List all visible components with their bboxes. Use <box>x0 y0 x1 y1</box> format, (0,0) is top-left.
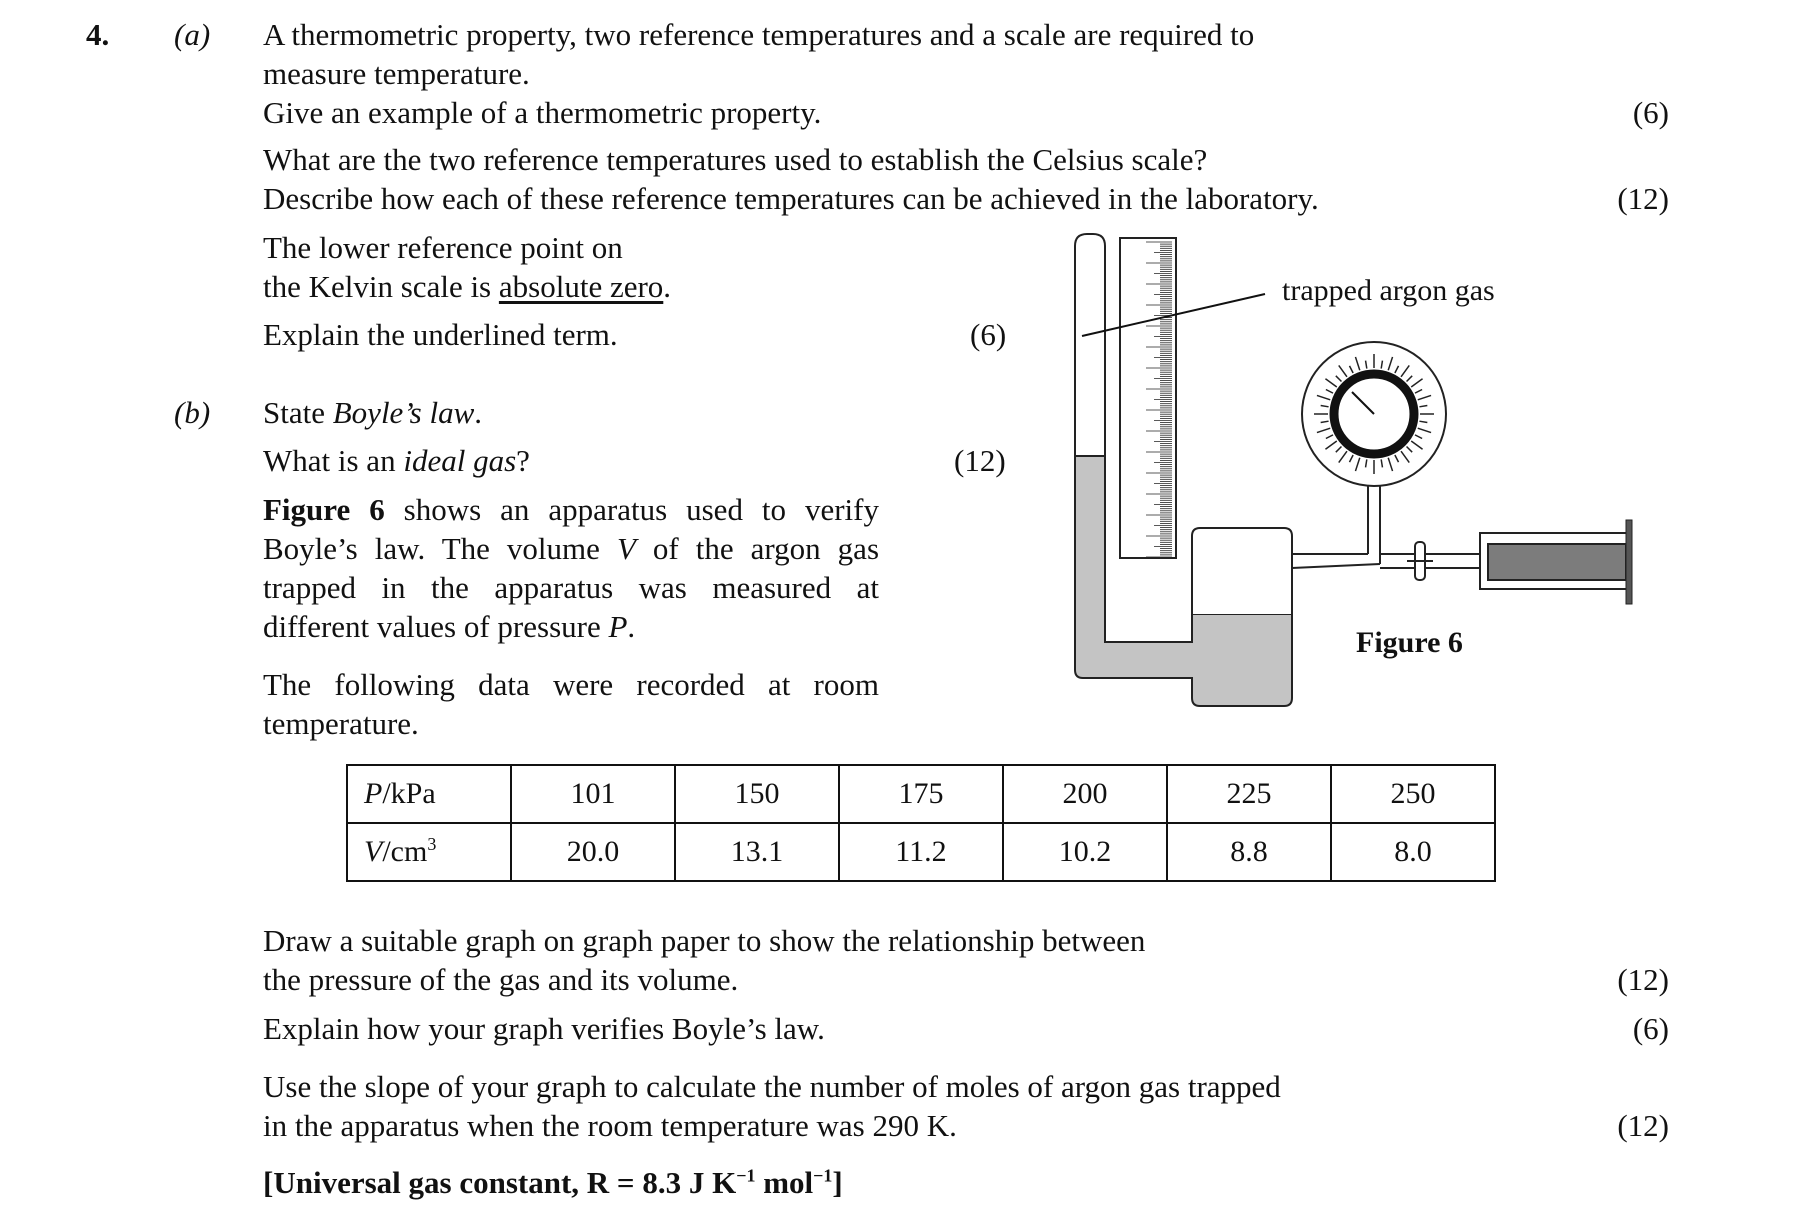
mark-b1: (12) <box>954 443 1006 478</box>
table-cell: 13.1 <box>675 823 839 881</box>
gauge-stem <box>1368 486 1380 564</box>
part-b-ideal <box>263 442 530 481</box>
const-mid: mol <box>755 1165 814 1200</box>
p-sym: P <box>364 777 383 811</box>
v-unit-sup: 3 <box>427 834 437 855</box>
ideal-pre: What is an <box>263 443 404 478</box>
mark-b4: (12) <box>1617 1108 1669 1143</box>
part-a-line4: What are the two reference temperatures used to establish the Celsius scale? <box>263 142 1208 177</box>
connecting-pipe <box>1292 554 1480 568</box>
table-cell: 101 <box>511 765 675 823</box>
table-row-pressure <box>347 765 1495 823</box>
data-table <box>346 764 1496 882</box>
figure-6-apparatus <box>1060 226 1660 726</box>
gas-reservoir <box>1192 528 1292 614</box>
v-sym: V <box>364 835 383 869</box>
fig-p-symbol: P <box>608 609 628 644</box>
figure-description <box>263 490 879 646</box>
part-a-label: (a) <box>174 17 211 52</box>
line7-pre: the Kelvin scale is <box>263 269 499 304</box>
syringe-piston <box>1488 544 1626 580</box>
const-post: ] <box>832 1165 843 1200</box>
p-unit: /kPa <box>382 777 436 811</box>
explain-line: Explain how your graph verifies Boyle’s law. <box>263 1011 825 1046</box>
state-pre: State <box>263 395 333 430</box>
part-a-line5: Describe how each of these reference temperatures can be achieved in the laboratory. <box>263 181 1319 216</box>
table-cell: 150 <box>675 765 839 823</box>
syringe-plunger-handle <box>1626 520 1632 604</box>
data-intro: The following data were recorded at room temperature. <box>263 667 879 741</box>
fig-text1: shows an apparatus used to verify Boyle’s law. The volume <box>263 492 879 566</box>
mark-b3: (6) <box>1632 1011 1669 1046</box>
pressure-header <box>347 765 511 823</box>
mark-b2: (12) <box>1617 962 1669 997</box>
fig-text2: of the argon gas trapped in the apparatus was measured at different values of pressure <box>263 531 880 644</box>
table-row-volume <box>347 823 1495 881</box>
underlined-term: absolute zero <box>498 269 664 304</box>
ideal-post: ? <box>516 443 530 478</box>
part-a-line7 <box>263 268 671 307</box>
part-a-line6: The lower reference point on <box>263 230 623 265</box>
mark-a3: (6) <box>970 317 1007 352</box>
table-cell: 20.0 <box>511 823 675 881</box>
figure-ref: Figure 6 <box>263 492 385 527</box>
slope-line1: Use the slope of your graph to calculate the number of moles of argon gas trapped <box>263 1069 1281 1104</box>
table-cell: 225 <box>1167 765 1331 823</box>
table-cell: 250 <box>1331 765 1495 823</box>
mark-a1: (6) <box>1632 95 1669 130</box>
table-cell: 8.0 <box>1331 823 1495 881</box>
const-sup1: −1 <box>736 1165 756 1186</box>
line7-post: . <box>663 269 672 304</box>
state-post: . <box>474 395 482 430</box>
fig-text3: . <box>627 609 636 644</box>
const-pre: [Universal gas constant, R = 8.3 J K <box>263 1165 737 1200</box>
table-cell: 11.2 <box>839 823 1003 881</box>
state-boyles-law: Boyle’s law <box>332 395 475 430</box>
part-a-line8: Explain the underlined term. <box>263 317 618 352</box>
ideal-gas-term: ideal gas <box>403 443 517 478</box>
const-sup2: −1 <box>813 1165 833 1186</box>
part-a-line1: A thermometric property, two reference temperatures and a scale are required to <box>263 17 1255 52</box>
table-cell: 175 <box>839 765 1003 823</box>
figure-caption: Figure 6 <box>1356 626 1463 659</box>
mark-a2: (12) <box>1617 181 1669 216</box>
table-cell: 8.8 <box>1167 823 1331 881</box>
volume-header <box>347 823 511 881</box>
table-cell: 10.2 <box>1003 823 1167 881</box>
graph-line1: Draw a suitable graph on graph paper to show the relationship between <box>263 923 1146 958</box>
fig-v-symbol: V <box>616 531 636 566</box>
question-number: 4. <box>86 17 110 52</box>
open-tube <box>1075 234 1105 456</box>
part-b-state <box>263 394 482 433</box>
trapped-gas-label: trapped argon gas <box>1282 274 1495 307</box>
part-a-line2: measure temperature. <box>263 56 530 91</box>
part-a-line3: Give an example of a thermometric property. <box>263 95 822 130</box>
part-b-label: (b) <box>174 395 211 430</box>
slope-line2: in the apparatus when the room temperature was 290 K. <box>263 1108 957 1143</box>
graph-line2: the pressure of the gas and its volume. <box>263 962 739 997</box>
table-cell: 200 <box>1003 765 1167 823</box>
gas-constant <box>263 1164 843 1203</box>
v-unit: /cm <box>382 835 428 869</box>
